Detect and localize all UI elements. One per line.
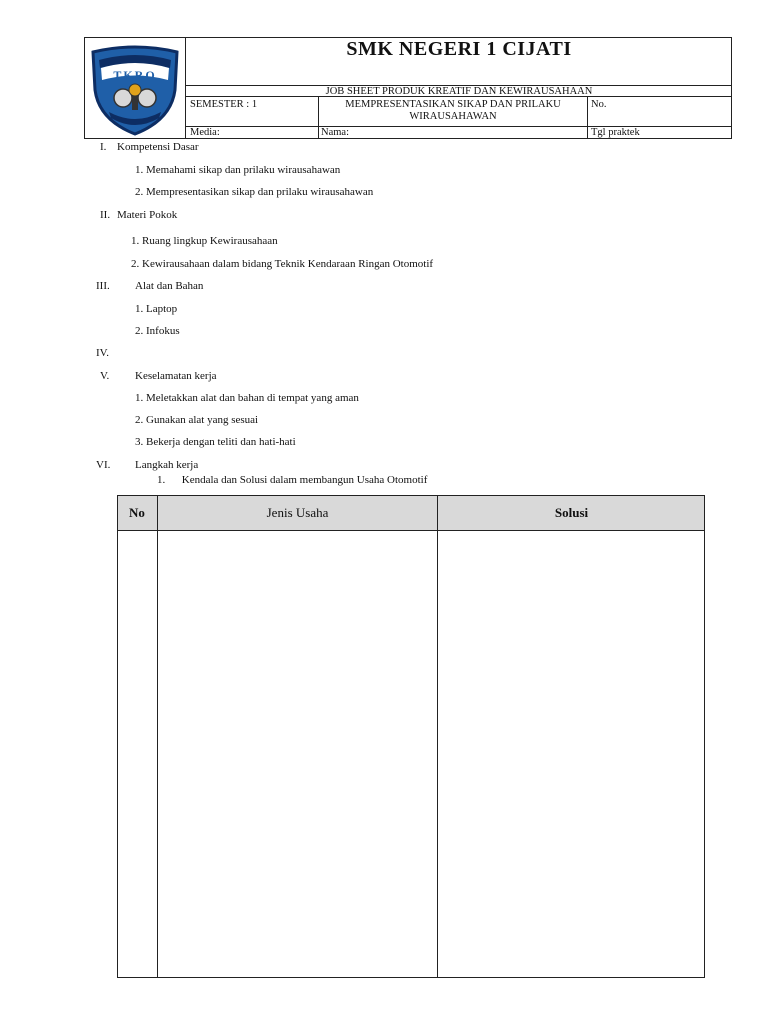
table-col-divider-2 (437, 495, 438, 978)
topic-line-2: WIRAUSAHAWAN (409, 111, 497, 122)
job-sheet-title: JOB SHEET PRODUK KREATIF DAN KEWIRAUSAHAAN (325, 86, 593, 97)
nama-label: Nama: (321, 127, 349, 138)
logo-cell (84, 37, 186, 139)
section-1-number: I. (100, 141, 107, 153)
table-header-jenis-usaha: Jenis Usaha (266, 505, 329, 520)
section-6-title: Langkah kerja (135, 459, 199, 471)
section-2-number: II. (100, 209, 111, 221)
section-3-title: Alat dan Bahan (135, 280, 204, 292)
section-2-title: Materi Pokok (117, 209, 178, 221)
section-3-item-2: 2. Infokus (135, 325, 180, 337)
section-1-item-1: 1. Memahami sikap dan prilaku wirausahawan (135, 164, 341, 176)
section-4-number: IV. (96, 347, 109, 359)
section-1-title: Kompetensi Dasar (117, 141, 199, 153)
no-label: No. (591, 99, 607, 110)
topic-line-1: MEMPRESENTASIKAN SIKAP DAN PRILAKU (345, 99, 561, 110)
section-1-item-2: 2. Mempresentasikan sikap dan prilaku wirausahawan (135, 186, 374, 198)
header-rule-3 (186, 126, 732, 127)
section-6-item-1: 1. Kendala dan Solusi dalam membangun Usaha Otomotif (157, 474, 428, 486)
section-5-item-3: 3. Bekerja dengan teliti dan hati-hati (135, 436, 296, 448)
tgl-praktek-label: Tgl praktek (591, 127, 640, 138)
logo-big-text: TKRO (113, 68, 157, 82)
semester-label: SEMESTER : 1 (190, 99, 258, 110)
section-2-item-1: 1. Ruang lingkup Kewirausahaan (131, 235, 278, 247)
media-label: Media: (190, 127, 220, 138)
school-name: SMK NEGERI 1 CIJATI (346, 38, 572, 60)
section-3-number: III. (96, 280, 110, 292)
section-5-item-2: 2. Gunakan alat yang sesuai (135, 414, 259, 426)
header-col-2 (587, 96, 588, 139)
section-2-item-2: 2. Kewirausahaan dalam bidang Teknik Kendaraan Ringan Otomotif (131, 258, 434, 270)
tkro-shield-logo (85, 38, 185, 138)
kendala-solusi-table (117, 495, 705, 978)
section-6-number: VI. (96, 459, 111, 471)
section-5-item-1: 1. Meletakkan alat dan bahan di tempat yang aman (135, 392, 359, 404)
table-col-divider-1 (157, 495, 158, 978)
table-header-solusi: Solusi (554, 505, 589, 520)
header-col-1 (318, 96, 319, 139)
section-3-item-1: 1. Laptop (135, 303, 178, 315)
section-5-number: V. (100, 370, 110, 382)
table-header-no: No (129, 505, 145, 520)
section-5-title: Keselamatan kerja (135, 370, 217, 382)
